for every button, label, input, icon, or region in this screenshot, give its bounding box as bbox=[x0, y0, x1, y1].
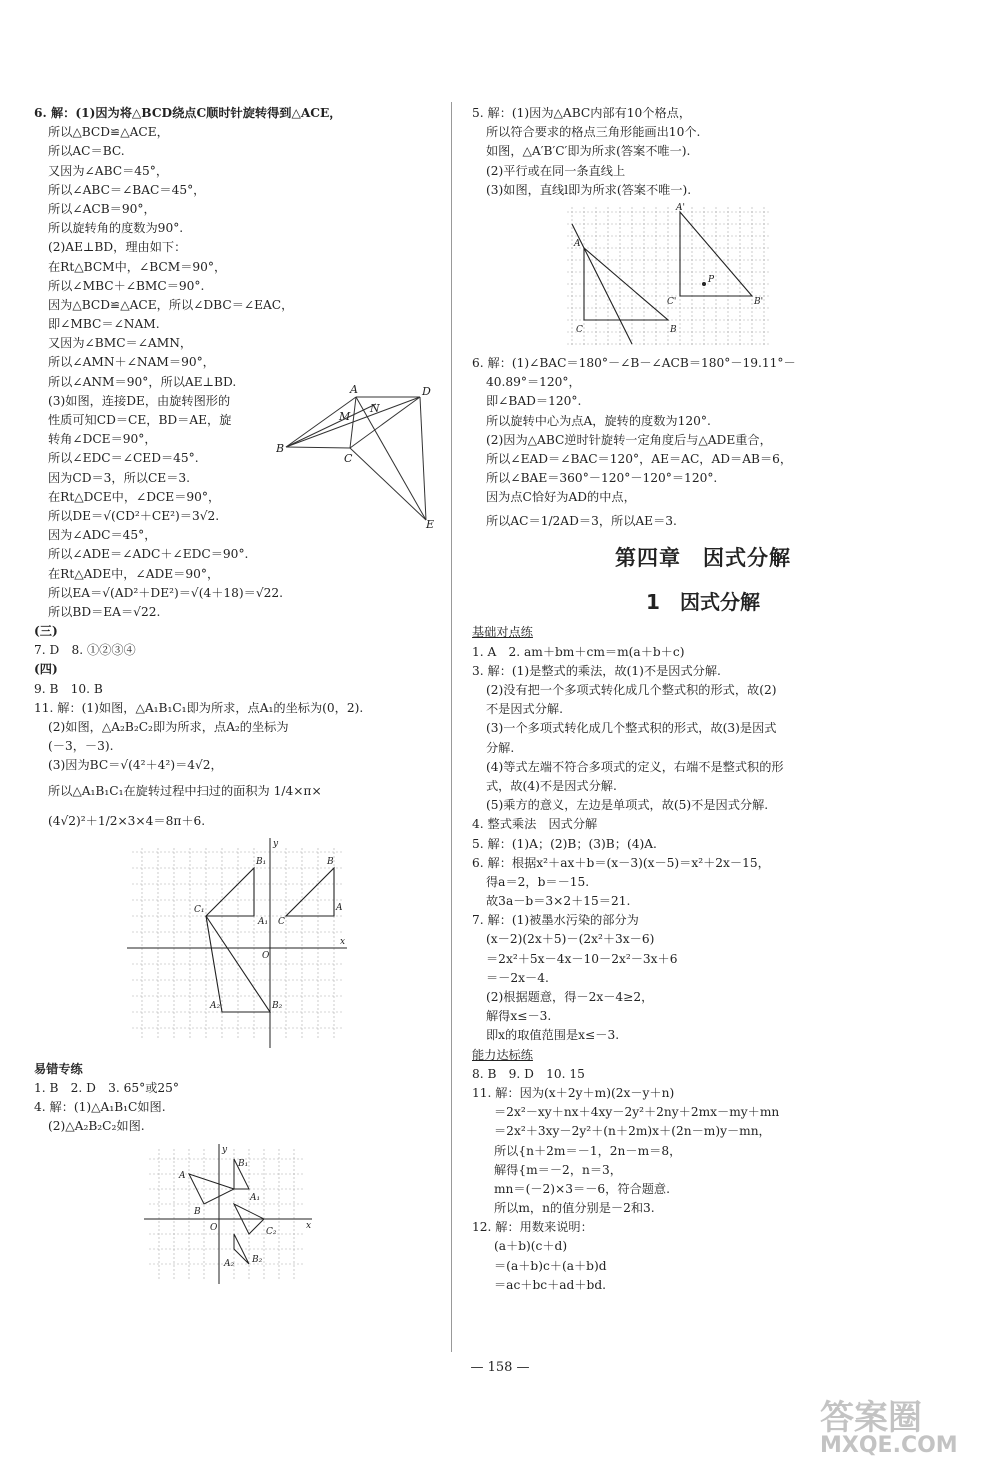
q11-line: 11. 解：(1)如图，△A₁B₁C₁即为所求，点A₁的坐标为(0，2). bbox=[34, 700, 364, 715]
q6-line: 所以∠EAD＝∠BAC＝120°，AE＝AC，AD＝AB＝6， bbox=[486, 451, 793, 466]
q3-line: 分解. bbox=[486, 740, 515, 755]
q6-line: 所以EA＝√(AD²＋DE²)＝√(4＋18)＝√22. bbox=[48, 585, 283, 600]
q6-line: 所以旋转角的度数为90°. bbox=[48, 221, 184, 236]
label-A1: A₁ bbox=[258, 916, 269, 927]
label-A-prime: A' bbox=[676, 202, 685, 213]
q11-line: (4√2)²＋1/2×3×4＝8π＋6. bbox=[48, 813, 206, 828]
q12-line: 12. 解：用数来说明： bbox=[472, 1220, 593, 1235]
q11-line: mn＝(－2)×3＝－6，符合题意. bbox=[494, 1181, 670, 1196]
answer-line: 9. B 10. B bbox=[34, 681, 103, 696]
page-number: — 158 — bbox=[470, 1360, 530, 1375]
answer-line: 1. B 2. D 3. 65°或25° bbox=[34, 1080, 180, 1095]
q5-line: 所以符合要求的格点三角形能画出10个. bbox=[486, 125, 701, 140]
origin-label: O bbox=[210, 1223, 218, 1234]
label-C: C bbox=[278, 916, 285, 927]
label-A: A bbox=[179, 1171, 186, 1182]
label-B: B bbox=[327, 856, 334, 867]
q6-line: (2)因为△ABC逆时针旋转一定角度后与△ADE重合， bbox=[486, 432, 772, 447]
answer-line: 1. A 2. am＋bm＋cm＝m(a＋b＋c) bbox=[472, 644, 685, 659]
q6-line: 因为∠ADC＝45°， bbox=[48, 528, 157, 543]
q6-line: 所以∠MBC＋∠BMC＝90°. bbox=[48, 278, 205, 293]
label-B: B bbox=[276, 441, 285, 455]
label-C: C bbox=[344, 451, 353, 465]
q6-line: 所以∠AMN＋∠NAM＝90°， bbox=[48, 355, 215, 370]
q3-line: 式，故(4)不是因式分解. bbox=[486, 778, 617, 793]
answer-line: 7. D 8. ①②③④ bbox=[34, 643, 136, 658]
q6-line: 所以旋转中心为点A，旋转的度数为120°. bbox=[486, 413, 711, 428]
q6-line: 6. 解：根据x²＋ax＋b＝(x－3)(x－5)＝x²＋2x－15， bbox=[472, 855, 770, 870]
q7-line: ＝－2x－4. bbox=[486, 970, 549, 985]
label-B1: B₁ bbox=[256, 856, 267, 867]
q6-line: 6. 解：(1)∠BAC＝180°－∠B－∠ACB＝180°－19.11°－ bbox=[472, 355, 796, 370]
label-B-prime: B' bbox=[754, 296, 764, 307]
axis-x-label: x bbox=[306, 1221, 312, 1232]
label-D: D bbox=[422, 384, 431, 398]
q11-line: (3)因为BC＝√(4²＋4²)＝4√2， bbox=[48, 758, 223, 773]
q7-line: 即x的取值范围是x≤－3. bbox=[486, 1028, 620, 1043]
q11-line: ＝2x²－xy＋nx＋4xy－2y²＋2ny＋2mx－my＋mn bbox=[494, 1105, 780, 1120]
label-B2: B₂ bbox=[252, 1255, 263, 1266]
label-A2: A₂ bbox=[224, 1259, 235, 1270]
q12-line: ＝(a＋b)c＋(a＋b)d bbox=[494, 1258, 607, 1273]
label-M: M bbox=[339, 409, 351, 423]
watermark bbox=[820, 1390, 990, 1470]
q5-line: (3)如图，直线l即为所求(答案不唯一). bbox=[486, 182, 692, 197]
q3-line: 不是因式分解. bbox=[486, 702, 563, 717]
label-B: B bbox=[194, 1207, 201, 1218]
q7-line: 解得x≤－3. bbox=[486, 1009, 552, 1024]
q6-line: 因为CD＝3，所以CE＝3. bbox=[48, 470, 191, 485]
answer-line: 4. 整式乘法 因式分解 bbox=[472, 817, 598, 832]
q6-line: 得a＝2，b＝－15. bbox=[486, 874, 590, 889]
q11-line: 解得{m＝－2，n＝3， bbox=[494, 1162, 622, 1177]
q12-line: (a＋b)(c＋d) bbox=[494, 1239, 568, 1254]
right-column bbox=[472, 104, 934, 1295]
q6-line: 因为点C恰好为AD的中点， bbox=[486, 490, 636, 505]
label-E: E bbox=[426, 517, 435, 531]
q6-line: 在Rt△BCM中，∠BCM＝90°， bbox=[48, 259, 227, 274]
coordinate-grid-figure bbox=[122, 838, 352, 1056]
q6-line: 在Rt△ADE中，∠ADE＝90°， bbox=[48, 566, 220, 581]
q6-line: 所以∠ANM＝90°，所以AE⊥BD. bbox=[48, 374, 237, 389]
label-B2: B₂ bbox=[272, 1000, 283, 1011]
column-divider bbox=[451, 102, 452, 1352]
answer-line: 8. B 9. D 10. 15 bbox=[472, 1066, 585, 1081]
q7-line: ＝2x²＋5x－4x－10－2x²－3x＋6 bbox=[486, 951, 678, 966]
left-column bbox=[34, 104, 435, 1290]
label-A: A bbox=[336, 902, 343, 913]
q7-line: (x－2)(2x＋5)－(2x²＋3x－6) bbox=[486, 932, 655, 947]
q11-line: 11. 解：因为(x＋2y＋m)(2x－y＋n) bbox=[472, 1085, 675, 1100]
section-4: (四) bbox=[34, 662, 58, 677]
q6-line: (2)AE⊥BD，理由如下： bbox=[48, 240, 187, 255]
label-A: A bbox=[574, 238, 581, 249]
q6-line: 又因为∠ABC＝45°， bbox=[48, 163, 169, 178]
q6-line: 40.89°＝120°， bbox=[486, 375, 581, 390]
q11-line: 所以m，n的值分别是－2和3. bbox=[494, 1201, 655, 1216]
section-title: 1 因式分解 bbox=[646, 590, 760, 615]
grid-triangle-figure bbox=[562, 202, 777, 352]
q11-line: (－3，－3). bbox=[48, 739, 114, 754]
q6-line: 所以∠ADE＝∠ADC＋∠EDC＝90°. bbox=[48, 547, 249, 562]
q6-line: 又因为∠BMC＝∠AMN， bbox=[48, 336, 193, 351]
axis-y-label: y bbox=[273, 838, 279, 849]
q11-line: ＝2x²＋3xy－2y²＋(n＋2m)x＋(2n－m)y－mn， bbox=[494, 1124, 771, 1139]
q6-line: 即∠MBC＝∠NAM. bbox=[48, 317, 160, 332]
q6-line: 6. 解：(1)因为将△BCD绕点C顺时针旋转得到△ACE， bbox=[34, 106, 342, 120]
q3-line: (2)没有把一个多项式转化成几个整式积的形式，故(2) bbox=[486, 683, 777, 697]
q11-line: (2)如图，△A₂B₂C₂即为所求，点A₂的坐标为 bbox=[48, 720, 289, 734]
axis-x-label: x bbox=[340, 936, 346, 947]
q3-line: 3. 解：(1)是整式的乘法，故(1)不是因式分解. bbox=[472, 663, 721, 678]
q11-line: 所以△A₁B₁C₁在旋转过程中扫过的面积为 1/4×π× bbox=[48, 783, 322, 798]
q6-line: 在Rt△DCE中，∠DCE＝90°， bbox=[48, 489, 221, 504]
q5-line: 5. 解：(1)因为△ABC内部有10个格点， bbox=[472, 106, 692, 120]
label-A2: A₂ bbox=[210, 1000, 221, 1011]
label-A: A bbox=[350, 382, 358, 396]
chapter-title: 第四章 因式分解 bbox=[615, 546, 791, 571]
q6-line: 所以∠BAE＝360°－120°－120°＝120°. bbox=[486, 471, 718, 486]
watermark-url: MXQE.COM bbox=[820, 1433, 958, 1458]
subsection-basic: 基础对点练 bbox=[472, 625, 533, 640]
label-C1: C₁ bbox=[194, 904, 205, 915]
q3-line: (5)乘方的意义，左边是单项式，故(5)不是因式分解. bbox=[486, 798, 769, 813]
watermark-text: 答案圈 bbox=[820, 1398, 922, 1438]
q6-line: 所以BD＝EA＝√22. bbox=[48, 604, 161, 619]
q6-line: (3)如图，连接DE，由旋转图形的 bbox=[48, 393, 231, 408]
subsection-ability: 能力达标练 bbox=[472, 1047, 533, 1062]
q6-line: 故3a－b＝3×2＋15＝21. bbox=[486, 894, 631, 909]
q3-line: (3)一个多项式转化成几个整式积的形式，故(3)是因式 bbox=[486, 721, 777, 736]
q7-line: (2)根据题意，得－2x－4≥2， bbox=[486, 990, 654, 1004]
label-N: N bbox=[370, 401, 380, 415]
label-A1: A₁ bbox=[250, 1193, 261, 1204]
q6-line: 因为△BCD≌△ACE，所以∠DBC＝∠EAC， bbox=[48, 297, 294, 312]
section-mistakes: 易错专练 bbox=[34, 1061, 83, 1076]
q4-line: 4. 解：(1)△A₁B₁C如图. bbox=[34, 1099, 166, 1114]
q6-line: 所以∠ABC＝∠BAC＝45°， bbox=[48, 182, 206, 197]
q5-line: (2)平行或在同一条直线上 bbox=[486, 163, 626, 178]
label-B: B bbox=[670, 324, 677, 335]
q6-line: 所以∠ACB＝90°， bbox=[48, 201, 156, 216]
label-C-prime: C' bbox=[667, 296, 677, 307]
q6-line: 所以AC＝BC. bbox=[48, 144, 125, 159]
q11-line: 所以{n＋2m＝－1，2n－m＝8， bbox=[494, 1143, 682, 1158]
q6-line: 转角∠DCE＝90°， bbox=[48, 432, 157, 447]
label-B1: B₁ bbox=[238, 1159, 249, 1170]
answer-line: 5. 解：(1)A；(2)B；(3)B；(4)A. bbox=[472, 836, 657, 851]
section-3: (三) bbox=[34, 624, 58, 639]
q7-line: 7. 解：(1)被墨水污染的部分为 bbox=[472, 913, 639, 928]
q6-line: 所以△BCD≌△ACE， bbox=[48, 125, 169, 140]
q6-line: 所以DE＝√(CD²＋CE²)＝3√2. bbox=[48, 508, 220, 523]
point-P bbox=[702, 282, 706, 286]
small-grid-figure bbox=[144, 1144, 324, 1284]
q4-line: (2)△A₂B₂C₂如图. bbox=[48, 1119, 145, 1134]
q5-line: 如图，△A′B′C′即为所求(答案不唯一). bbox=[486, 144, 691, 159]
origin-label: O bbox=[262, 950, 270, 961]
q6-line: 即∠BAD＝120°. bbox=[486, 394, 582, 409]
label-C: C bbox=[576, 324, 583, 335]
q3-line: (4)等式左端不符合多项式的定义，右端不是整式积的形 bbox=[486, 759, 784, 774]
q6-line: 性质可知CD＝CE，BD＝AE，旋 bbox=[48, 413, 232, 427]
label-C2: C₂ bbox=[266, 1227, 277, 1238]
q6-line: 所以AC＝1/2AD＝3，所以AE＝3. bbox=[486, 514, 677, 529]
rotation-figure bbox=[276, 382, 436, 532]
label-P: P bbox=[708, 274, 715, 285]
axis-y-label: y bbox=[222, 1145, 228, 1156]
q12-line: ＝ac＋bc＋ad＋bd. bbox=[494, 1277, 607, 1292]
q6-line: 所以∠EDC＝∠CED＝45°. bbox=[48, 451, 199, 466]
